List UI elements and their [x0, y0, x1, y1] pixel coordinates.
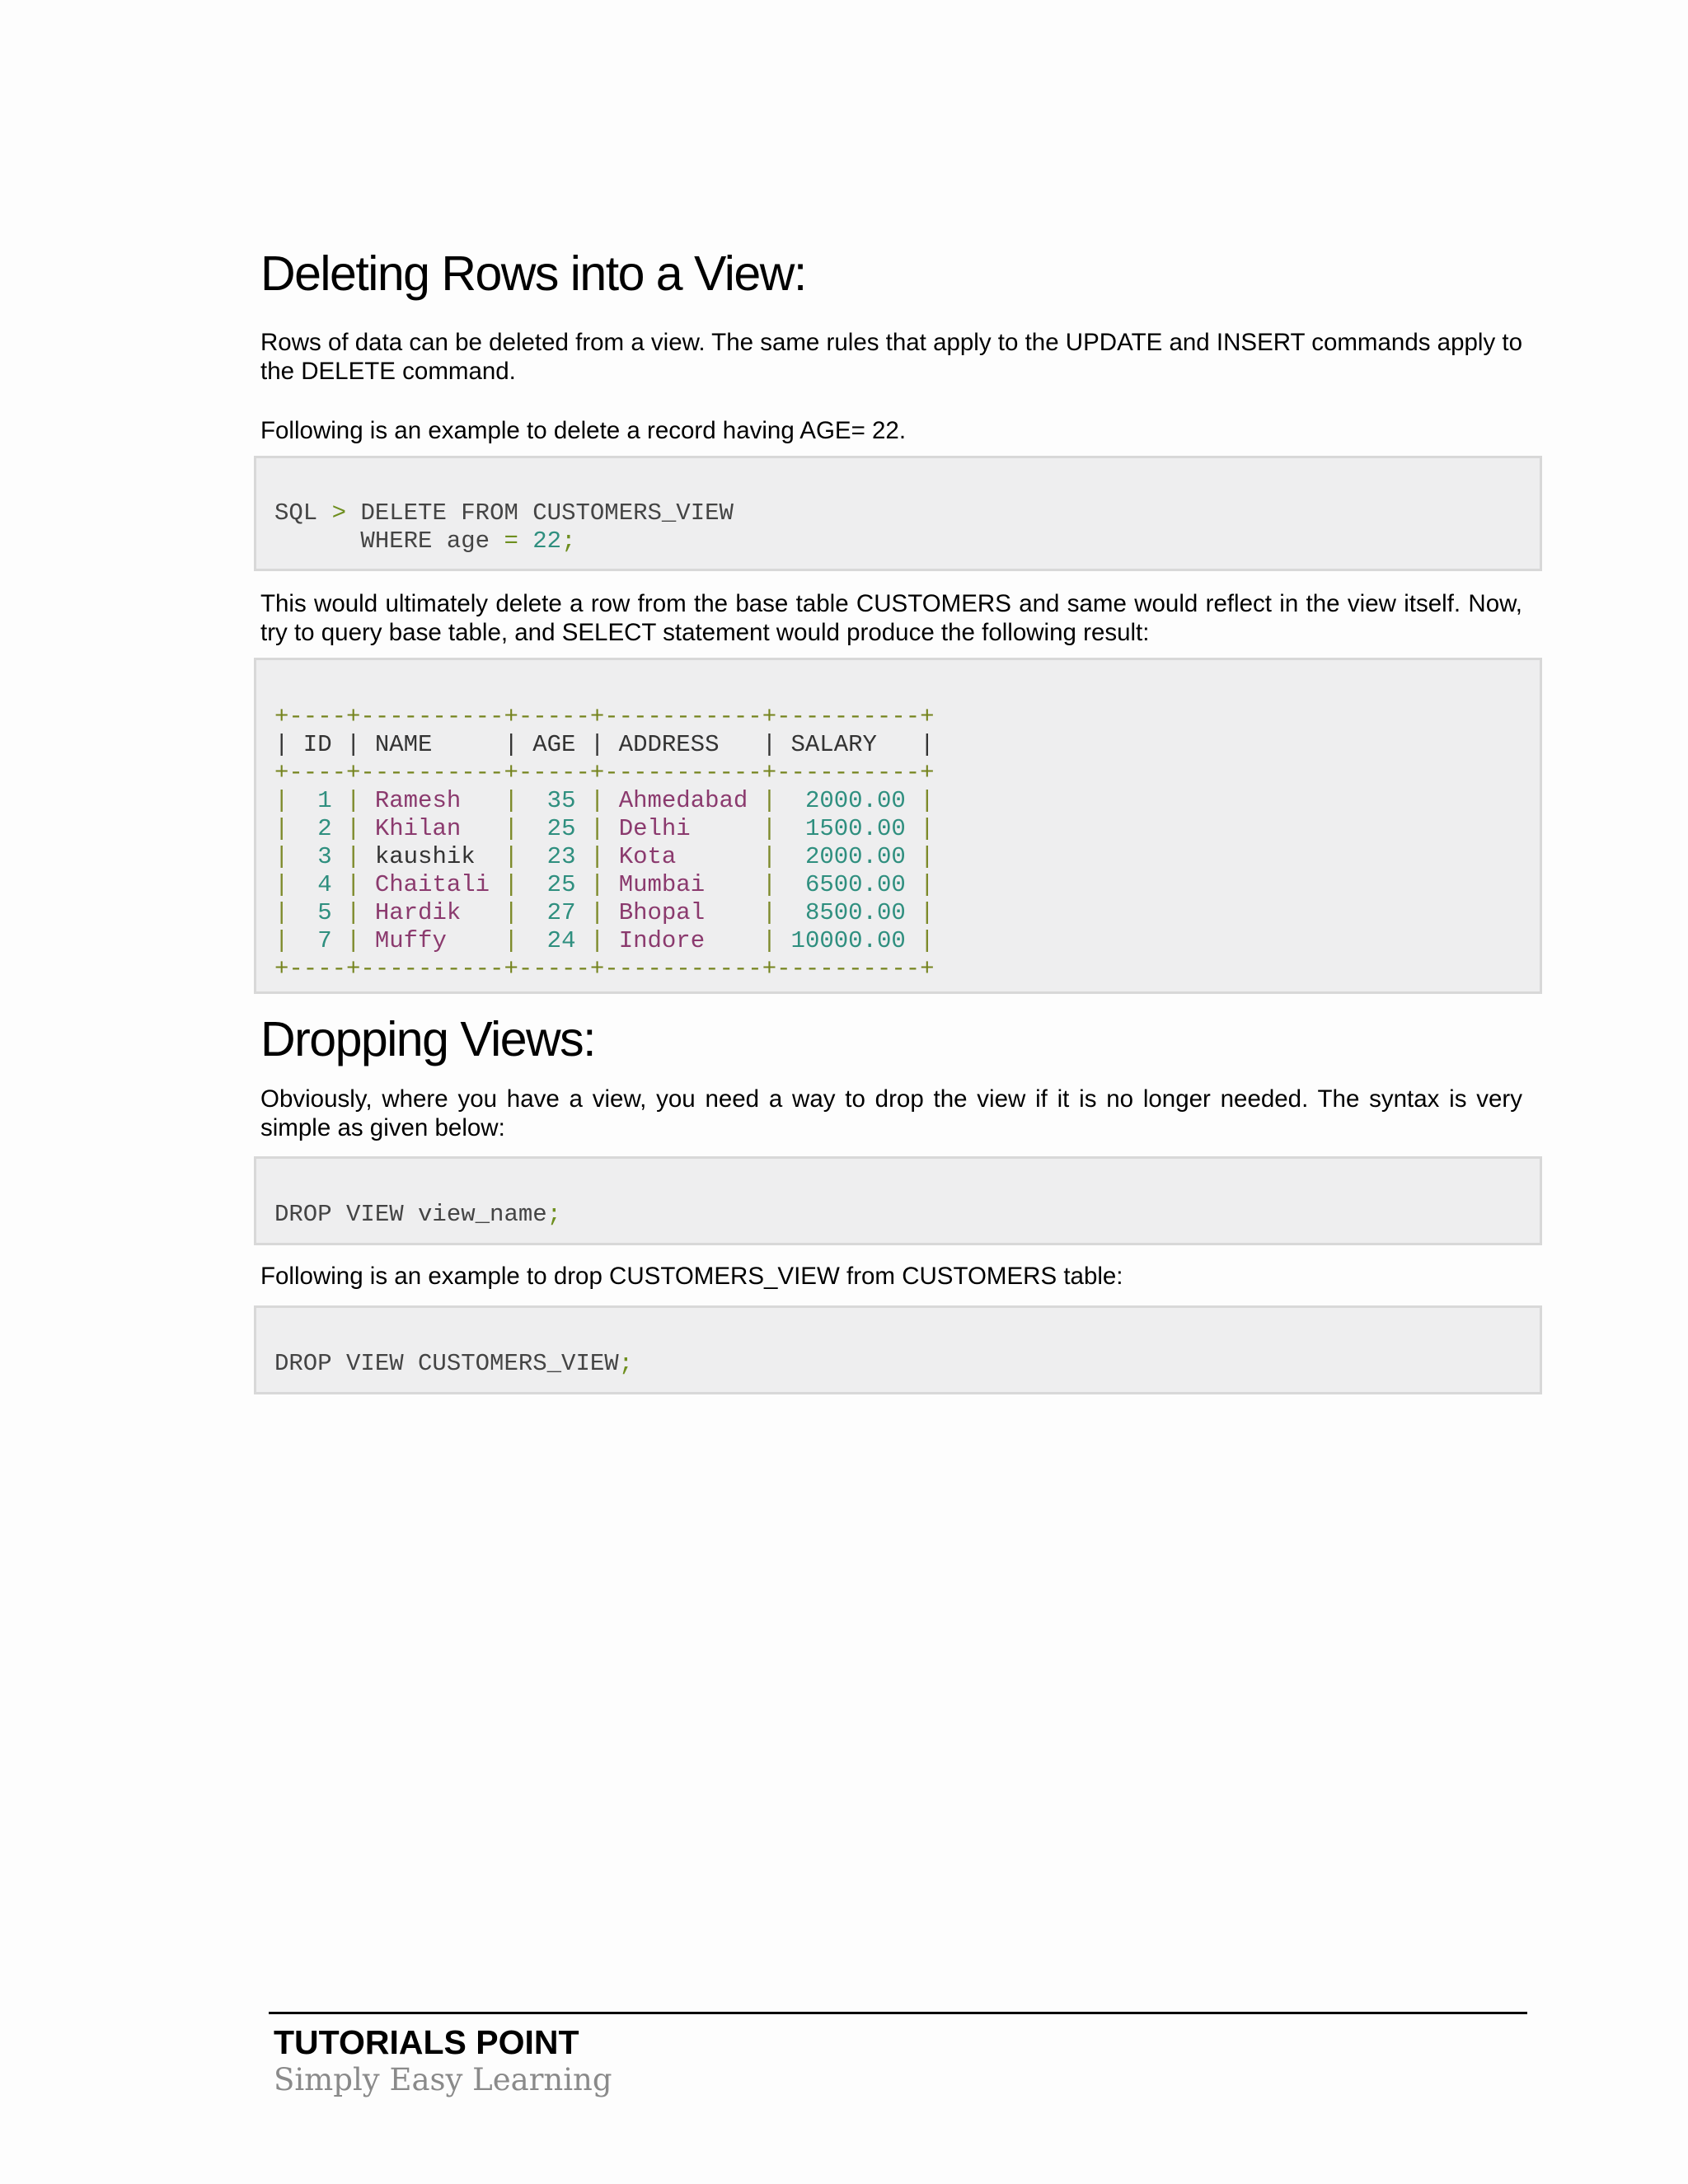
column-separator: |	[346, 898, 361, 926]
cell-name: Ramesh	[360, 786, 504, 814]
table-row	[274, 843, 1522, 871]
table-header: | ID | NAME | AGE | ADDRESS | SALARY |	[274, 730, 935, 758]
column-separator: |	[346, 786, 361, 814]
age-value: 22	[532, 527, 562, 555]
column-separator: |	[920, 814, 935, 842]
table-row	[274, 815, 1522, 843]
column-separator: |	[589, 842, 605, 870]
footer-divider	[269, 2012, 1527, 2014]
column-separator: |	[920, 926, 935, 954]
semicolon: ;	[546, 1200, 562, 1228]
cell-id: 3	[288, 842, 347, 870]
column-separator: |	[589, 926, 605, 954]
column-separator: |	[920, 870, 935, 898]
cell-address: Delhi	[604, 814, 762, 842]
result-intro: This would ultimately delete a row from the base table CUSTOMERS and same would reflect in the view itself. Now, try to query base table, and SELECT statement would produce the following result:	[260, 589, 1522, 646]
cell-id: 4	[288, 870, 347, 898]
column-separator: |	[762, 926, 777, 954]
delete-statement: DELETE FROM CUSTOMERS_VIEW	[360, 499, 734, 527]
column-separator: |	[274, 926, 289, 954]
code-line	[274, 499, 1522, 527]
cell-salary: 8500.00	[776, 898, 921, 926]
column-separator: |	[504, 842, 518, 870]
cell-id: 7	[288, 926, 347, 954]
cell-id: 2	[288, 814, 347, 842]
column-separator: |	[589, 870, 605, 898]
table-row	[274, 871, 1522, 899]
column-separator: |	[346, 870, 361, 898]
cell-name: kaushik	[360, 842, 504, 870]
column-separator: |	[762, 842, 777, 870]
drop-syntax: DROP VIEW view_name	[274, 1200, 547, 1228]
column-separator: |	[920, 842, 935, 870]
column-separator: |	[920, 786, 935, 814]
delete-example-intro: Following is an example to delete a record having AGE= 22.	[260, 416, 907, 444]
cell-age: 25	[518, 870, 590, 898]
cell-age: 23	[518, 842, 590, 870]
drop-syntax-code-block	[254, 1156, 1542, 1245]
column-separator: |	[274, 898, 289, 926]
column-separator: |	[920, 898, 935, 926]
table-border-bottom: +----+----------+-----+-----------+----------+	[274, 954, 935, 982]
where-clause: WHERE age	[360, 527, 504, 555]
cell-salary: 2000.00	[776, 842, 921, 870]
cell-name: Chaitali	[360, 870, 504, 898]
code-line	[274, 527, 1522, 555]
column-separator: |	[274, 814, 289, 842]
drop-example: DROP VIEW CUSTOMERS_VIEW	[274, 1349, 619, 1377]
column-separator: |	[589, 814, 605, 842]
table-row	[274, 899, 1522, 927]
cell-name: Khilan	[360, 814, 504, 842]
cell-address: Bhopal	[604, 898, 762, 926]
semicolon: ;	[618, 1349, 634, 1377]
column-separator: |	[504, 814, 518, 842]
column-separator: |	[346, 842, 361, 870]
dropping-views-intro: Obviously, where you have a view, you need a way to drop the view if it is no longer needed. The syntax is very simple as given below:	[260, 1085, 1522, 1141]
column-separator: |	[504, 898, 518, 926]
deleting-rows-intro: Rows of data can be deleted from a view. The same rules that apply to the UPDATE and INSERT commands apply to the DELETE command.	[260, 328, 1522, 385]
column-separator: |	[589, 898, 605, 926]
column-separator: |	[274, 842, 289, 870]
semicolon: ;	[561, 527, 576, 555]
table-border-top: +----+----------+-----+-----------+----------+	[274, 702, 935, 730]
table-border-mid: +----+----------+-----+-----------+----------+	[274, 758, 935, 786]
column-separator: |	[762, 814, 777, 842]
cell-salary: 6500.00	[776, 870, 921, 898]
table-rows	[274, 787, 1522, 955]
dropping-views-heading: Dropping Views:	[260, 1011, 596, 1066]
page-footer	[269, 2012, 1527, 2100]
column-separator: |	[762, 786, 777, 814]
cell-address: Kota	[604, 842, 762, 870]
cell-name: Hardik	[360, 898, 504, 926]
prompt-operator: >	[331, 499, 347, 527]
page-content	[260, 247, 1522, 1394]
column-separator: |	[589, 786, 605, 814]
sql-prompt: SQL	[274, 499, 318, 527]
cell-salary: 2000.00	[776, 786, 921, 814]
column-separator: |	[504, 870, 518, 898]
column-separator: |	[504, 926, 518, 954]
indent	[274, 527, 360, 555]
table-row	[274, 787, 1522, 815]
code-line	[274, 1201, 1522, 1229]
cell-name: Muffy	[360, 926, 504, 954]
column-separator: |	[346, 814, 361, 842]
cell-age: 25	[518, 814, 590, 842]
footer-tagline: Simply Easy Learning	[274, 2062, 612, 2097]
deleting-rows-heading: Deleting Rows into a View:	[260, 246, 806, 301]
cell-address: Ahmedabad	[604, 786, 762, 814]
column-separator: |	[274, 870, 289, 898]
cell-id: 1	[288, 786, 347, 814]
column-separator: |	[274, 786, 289, 814]
drop-example-intro: Following is an example to drop CUSTOMERS_VIEW from CUSTOMERS table:	[260, 1262, 1123, 1290]
column-separator: |	[346, 926, 361, 954]
column-separator: |	[762, 870, 777, 898]
column-separator: |	[504, 786, 518, 814]
cell-age: 24	[518, 926, 590, 954]
column-separator: |	[762, 898, 777, 926]
cell-age: 35	[518, 786, 590, 814]
code-line	[274, 1350, 1522, 1378]
cell-address: Mumbai	[604, 870, 762, 898]
table-row	[274, 927, 1522, 955]
equals-operator: =	[504, 527, 518, 555]
cell-id: 5	[288, 898, 347, 926]
cell-salary: 10000.00	[776, 926, 921, 954]
drop-example-code-block	[254, 1305, 1542, 1394]
cell-age: 27	[518, 898, 590, 926]
cell-salary: 1500.00	[776, 814, 921, 842]
delete-code-block	[254, 456, 1542, 571]
cell-address: Indore	[604, 926, 762, 954]
result-table-block	[254, 658, 1542, 994]
footer-brand: TUTORIALS POINT	[274, 2023, 579, 2061]
